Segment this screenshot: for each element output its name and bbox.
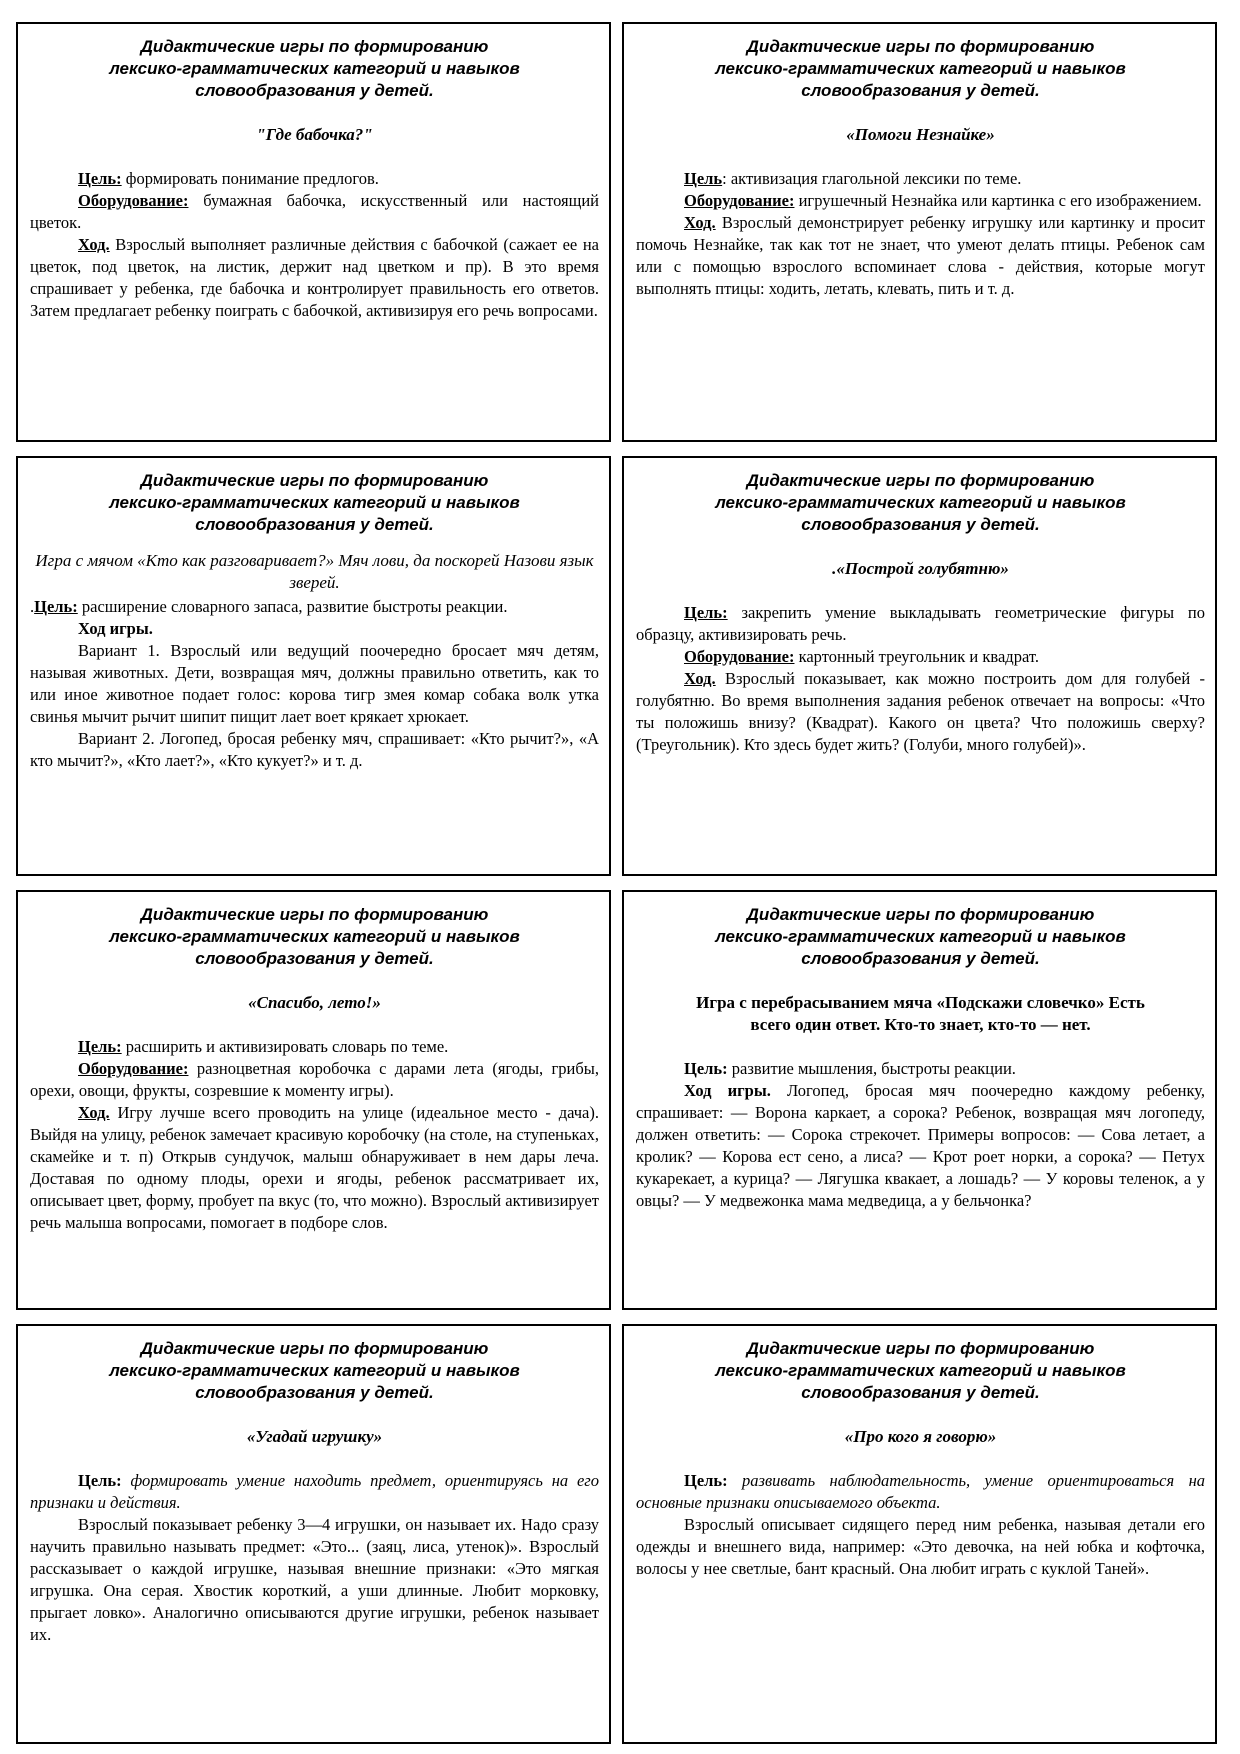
goal-label: Цель:: [684, 1059, 728, 1078]
equipment-label: Оборудование:: [78, 191, 189, 210]
goal-paragraph: [636, 602, 1205, 646]
equipment-label: Оборудование:: [78, 1059, 189, 1078]
game-title: Игра с мячом «Кто как разговаривает?» Мяч лови, да поскорей Назови язык зверей.: [35, 551, 594, 592]
procedure-paragraph: [30, 1102, 599, 1234]
game-title: «Про кого я говорю»: [844, 1427, 997, 1446]
procedure-label: Ход.: [78, 1103, 110, 1122]
variant-2-paragraph: Вариант 2. Логопед, бросая ребенку мяч, спрашивает: «Кто рычит?», «А кто мычит?», «Кто лает?», «Кто кукует?» и т. д.: [30, 729, 599, 770]
equipment-label: Оборудование:: [684, 191, 795, 210]
procedure-paragraph: Взрослый показывает ребенку 3—4 игрушки, он называет их. Надо сразу научить правильно называть предмет: «Это... (заяц, лиса, утенок)». Взрослый рассказывает о каждой игрушке, называя внешние признаки: «Это мягкая игрушка. Она серая. Хвостик короткий, а уши длинные. Любит морковку, прыгает ловко». Аналогично описываются другие игрушки, ребенок называет их.: [30, 1515, 599, 1644]
card-header: Дидактические игры по формированию лексико-грамматических категорий и навыков словообразования у детей.: [109, 37, 520, 100]
procedure-paragraph: [30, 618, 599, 640]
procedure-label: Ход игры.: [684, 1081, 771, 1100]
goal-text: закрепить умение выкладывать геометрические фигуры по образцу, активизировать речь.: [636, 603, 1205, 644]
goal-paragraph: [30, 596, 599, 618]
game-title: «Помоги Незнайке»: [846, 125, 995, 144]
game-title: «Спасибо, лето!»: [248, 993, 381, 1012]
goal-text: расширение словарного запаса, развитие быстроты реакции.: [77, 597, 508, 616]
game-title: Игра с перебрасыванием мяча «Подскажи словечко» Есть всего один ответ. Кто-то знает, кто-то — нет.: [696, 993, 1145, 1034]
equipment-text: разноцветная коробочка с дарами лета (ягоды, грибы, орехи, овощи, фрукты, созревшие к моменту игры).: [30, 1059, 599, 1100]
card-header: Дидактические игры по формированию лексико-грамматических категорий и навыков словообразования у детей.: [109, 471, 520, 534]
game-card-help-neznayka: [622, 22, 1217, 442]
goal-paragraph: [636, 168, 1205, 190]
procedure-text: Взрослый выполняет различные действия с бабочкой (сажает ее на цветок, под цветок, на листик, держит над цветком и пр). В это время спрашивает у ребенка, где бабочка и контролирует правильность его ответов. Затем предлагает ребенку поиграть с бабочкой, активизируя его речь вопросами.: [30, 235, 599, 320]
goal-text: формировать умение находить предмет, ориентируясь на его признаки и действия.: [30, 1471, 599, 1512]
game-card-who-speaks: [16, 456, 611, 876]
goal-text: развитие мышления, быстроты реакции.: [727, 1059, 1016, 1078]
procedure-text: Игру лучше всего проводить на улице (идеальное место - дача). Выйдя на улицу, ребенок замечает красивую коробочку (на столе, на ступеньках, скамейке и т. п) Открыв сундучок, малыш обнаруживает в нем дары леча. Доставая по одному плоды, орехи и ягоды, ребенок рассматривает их, описывает цвет, форму, пробует па вкус (то, что можно). Взрослый активизирует речь малыша вопросами, помогает в подборе слов.: [30, 1103, 599, 1232]
procedure-label: Ход.: [684, 669, 716, 688]
equipment-text: игрушечный Незнайка или картинка с его изображением.: [794, 191, 1202, 210]
game-card-butterfly: [16, 22, 611, 442]
goal-label: Цель:: [78, 1037, 122, 1056]
card-header: Дидактические игры по формированию лексико-грамматических категорий и навыков словообразования у детей.: [109, 905, 520, 968]
goal-text: : активизация глагольной лексики по теме.: [722, 169, 1022, 188]
game-card-dovecote: [622, 456, 1217, 876]
procedure-label: Ход.: [78, 235, 110, 254]
procedure-paragraph: [636, 668, 1205, 756]
game-card-who-am-i-talking-about: [622, 1324, 1217, 1744]
goal-prefix: .: [30, 597, 35, 616]
equipment-text: картонный треугольник и квадрат.: [794, 647, 1039, 666]
game-card-guess-toy: [16, 1324, 611, 1744]
procedure-text: Логопед, бросая мяч поочередно каждому ребенку, спрашивает: — Ворона каркает, а сорока? Ребенок, возвращая мяч логопеду, должен ответить: — Сорока стрекочет. Примеры вопросов: — Сова летает, а кролик? — Корова ест сено, а лиса? — Крот роет норки, а сорока? — Петух кукарекает, а курица? — Лягушка квакает, а лошадь? — У коровы теленок, а у овцы? — У медвежонка мама медведица, а у бельчонка?: [636, 1081, 1205, 1210]
equipment-text: бумажная бабочка, искусственный или настоящий цветок.: [30, 191, 599, 232]
procedure-paragraph: Взрослый описывает сидящего перед ним ребенка, называя детали его одежды и внешнего вида, например: «Это девочка, на ней юбка и кофточка, волосы у нее светлые, бант красный. Она любит играть с куклой Таней».: [636, 1515, 1205, 1578]
goal-label: Цель: [684, 169, 723, 188]
equipment-paragraph: [636, 190, 1205, 212]
variant-1-paragraph: Вариант 1. Взрослый или ведущий поочередно бросает мяч детям, называя животных. Дети, возвращая мяч, должны правильно ответить, как то или иное животное подает голос: корова тигр змея комар собака волк утка свинья мычит рычит шипит пищит лает воет крякает хрюкает.: [30, 641, 599, 726]
goal-paragraph: [30, 1036, 599, 1058]
procedure-paragraph: [636, 212, 1205, 300]
card-header: Дидактические игры по формированию лексико-грамматических категорий и навыков словообразования у детей.: [715, 1339, 1126, 1402]
goal-label: Цель:: [684, 603, 728, 622]
game-card-prompt-word: [622, 890, 1217, 1310]
equipment-paragraph: [30, 190, 599, 234]
goal-label: Цель:: [684, 1471, 728, 1490]
procedure-label: Ход игры.: [78, 619, 153, 638]
procedure-paragraph: [30, 234, 599, 322]
goal-paragraph: [30, 1470, 599, 1514]
game-title: .«Построй голубятню»: [832, 559, 1009, 578]
game-title: "Где бабочка?": [256, 125, 373, 144]
goal-text: расширить и активизировать словарь по теме.: [121, 1037, 449, 1056]
card-header: Дидактические игры по формированию лексико-грамматических категорий и навыков словообразования у детей.: [715, 37, 1126, 100]
goal-text: формировать понимание предлогов.: [121, 169, 379, 188]
goal-label: Цель:: [78, 169, 122, 188]
goal-text: развивать наблюдательность, умение ориентироваться на основные признаки описываемого объекта.: [636, 1471, 1205, 1512]
goal-label: Цель:: [34, 597, 78, 616]
card-header: Дидактические игры по формированию лексико-грамматических категорий и навыков словообразования у детей.: [715, 471, 1126, 534]
game-title: «Угадай игрушку»: [246, 1427, 383, 1446]
goal-paragraph: [30, 168, 599, 190]
card-header: Дидактические игры по формированию лексико-грамматических категорий и навыков словообразования у детей.: [715, 905, 1126, 968]
card-header: Дидактические игры по формированию лексико-грамматических категорий и навыков словообразования у детей.: [109, 1339, 520, 1402]
procedure-label: Ход.: [684, 213, 716, 232]
goal-paragraph: [636, 1058, 1205, 1080]
procedure-text: Взрослый показывает, как можно построить дом для голубей - голубятню. Во время выполнения задания ребенок отвечает на вопросы: «Что ты положишь внизу? (Квадрат). Какого он цвета? Что положишь сверху? (Треугольник). Кто здесь будет жить? (Голуби, много голубей)».: [636, 669, 1205, 754]
goal-label: Цель:: [78, 1471, 122, 1490]
goal-paragraph: [636, 1470, 1205, 1514]
game-card-thanks-summer: [16, 890, 611, 1310]
procedure-paragraph: [636, 1080, 1205, 1212]
equipment-label: Оборудование:: [684, 647, 795, 666]
procedure-text: Взрослый демонстрирует ребенку игрушку или картинку и просит помочь Незнайке, так как тот не знает, что умеют делать птицы. Ребенок сам или с помощью взрослого вспоминает слова - действия, которые могут выполнять птицы: ходить, летать, клевать, пить и т. д.: [636, 213, 1205, 298]
equipment-paragraph: [636, 646, 1205, 668]
equipment-paragraph: [30, 1058, 599, 1102]
